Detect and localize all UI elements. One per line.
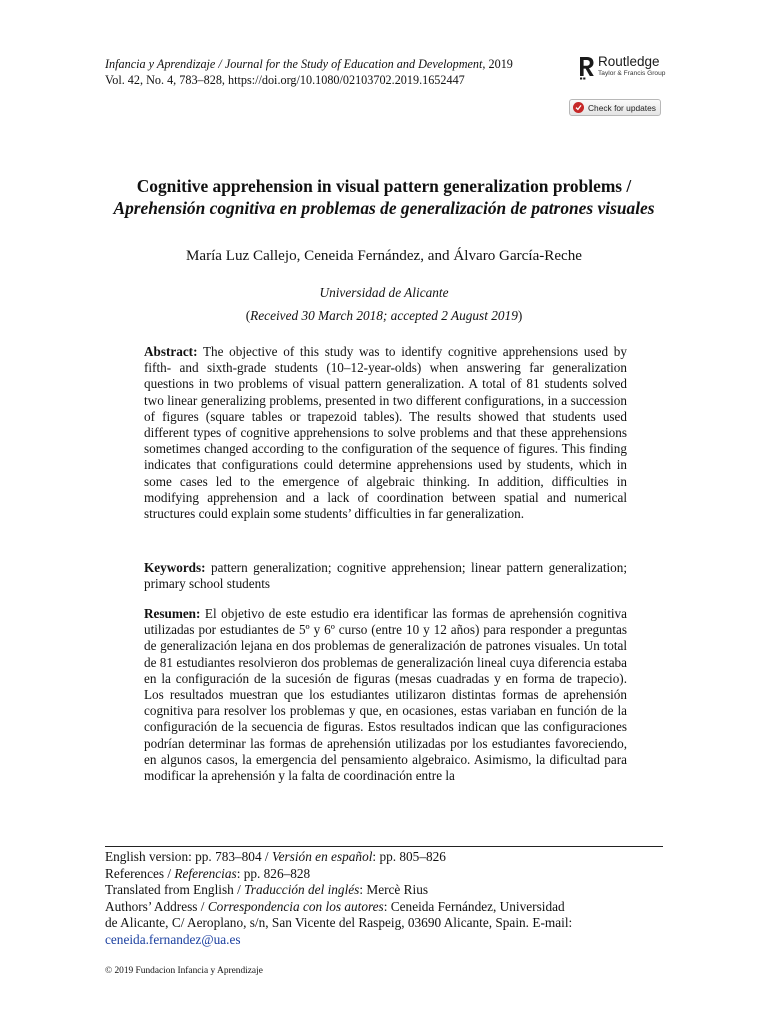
footnote-translation xyxy=(105,882,670,899)
footnotes xyxy=(105,849,670,949)
keywords-text: pattern generalization; cognitive apprehension; linear pattern generalization; primary school students xyxy=(144,560,628,592)
translated-label: Translated from English / xyxy=(105,882,245,898)
address-line1: : Ceneida Fernández, Universidad xyxy=(383,898,565,914)
received-close: ) xyxy=(517,308,523,323)
footnote-address-line2: de Alicante, C/ Aeroplano, s/n, San Vicente del Raspeig, 03690 Alicante, Spain. E-mail: xyxy=(105,915,573,931)
article-title-en: Cognitive apprehension in visual pattern generalization problems / xyxy=(136,176,632,196)
references-pages: : pp. 826–828 xyxy=(236,865,311,881)
check-updates-icon xyxy=(573,102,584,113)
resumen-text: El objetivo de este estudio era identificar las formas de aprehensión cognitiva utilizadas por estudiantes de 5º y 6º curso (entre 10 y 12 años) para responder a preguntas de generalización lejana en dos problemas de generalización de patrones visuales. Un total de 81 estudiantes resolvieron dos problemas de generalización lineal cuya diferencia estaba en la configuración de la sucesión de figuras (mesas cuadradas y en forma de trapecio). Los resultados muestran que los estudiantes utilizaron distintas formas de aprehensión cognitiva para resolver los problemas y que, en ocasiones, estas variaban en función de la configuración de la secuencia de figuras. Estos resultados indican que las configuraciones podrían determinar las formas de aprehensión utilizadas por los estudiantes favoreciendo, en algunos casos, la emergencia del pensamiento algebraico. Asimismo, la dificultad para modificar la aprehensión y la falta de coordinación entre la xyxy=(144,606,627,784)
abstract xyxy=(144,344,627,522)
correspondencia-label: Correspondencia con los autores xyxy=(207,898,384,914)
abstract-label: Abstract: xyxy=(144,344,198,359)
journal-title: Infancia y Aprendizaje / Journal for the Study of Education and Development xyxy=(105,57,483,71)
keywords-label: Keywords: xyxy=(144,560,206,575)
footnote-address-line1 xyxy=(105,899,670,916)
article-title xyxy=(100,176,668,219)
english-version-label: English version: pp. 783–804 / xyxy=(105,849,272,864)
received-open: ( xyxy=(245,308,251,323)
translator: : Mercè Rius xyxy=(359,882,429,898)
volume-doi-line: Vol. 42, No. 4, 783–828, https://doi.org/10.1080/02103702.2019.1652447 xyxy=(105,73,465,87)
resumen-label: Resumen: xyxy=(144,606,201,621)
referencias-label: Referencias xyxy=(174,865,237,881)
received-text: Received 30 March 2018; accepted 2 August 2019 xyxy=(250,308,518,323)
author-email-link[interactable]: ceneida.fernandez@ua.es xyxy=(105,931,241,947)
copyright: © 2019 Fundacion Infancia y Aprendizaje xyxy=(105,966,263,976)
publisher-name: Routledge xyxy=(598,54,660,69)
footnote-references xyxy=(105,866,670,883)
affiliation: Universidad de Alicante xyxy=(319,285,449,300)
address-label: Authors’ Address / xyxy=(105,898,208,914)
check-for-updates-button[interactable] xyxy=(569,99,661,116)
traduccion-label: Traducción del inglés xyxy=(244,882,360,898)
keywords xyxy=(144,560,627,592)
references-label: References / xyxy=(105,865,175,881)
version-es-label: Versión en español xyxy=(271,849,373,864)
footnote-divider xyxy=(105,846,663,847)
publisher-group: Taylor & Francis Group xyxy=(598,69,666,77)
authors: María Luz Callejo, Ceneida Fernández, and Álvaro García-Reche xyxy=(185,248,583,264)
resumen xyxy=(144,606,627,819)
footnote-english-version xyxy=(105,849,670,866)
footnote-email-line xyxy=(105,932,670,949)
abstract-text: The objective of this study was to identify cognitive apprehensions used by fifth- and sixth-grade students (10–12-year-olds) when answering far generalization questions in two problems of visual pattern generalization. A total of 81 students solved two linear generalizing problems, presented in two different configurations, in a succession of figures (square tables or trapezoid tables). The results showed that students used different types of cognitive apprehensions to solve problems and that these apprehensions sometimes changed according to the configuration of the sequence of figures. This finding indicates that configurations could determine apprehensions used by students, which in some cases led to the emergence of algebraic thinking. In addition, difficulties in modifying apprehension and a lack of coordination between spatial and numerical structures could explain some students’ difficulties in far generalization. xyxy=(144,344,627,522)
check-for-updates-label: Check for updates xyxy=(588,102,656,113)
received-dates xyxy=(100,307,668,324)
article-title-es: Aprehensión cognitiva en problemas de generalización de patrones visuales xyxy=(113,197,655,218)
publisher-logo xyxy=(598,55,665,77)
version-es-pages: : pp. 805–826 xyxy=(372,849,446,864)
journal-header xyxy=(105,56,575,72)
routledge-logo-icon xyxy=(578,56,595,80)
journal-year: , 2019 xyxy=(482,57,513,71)
